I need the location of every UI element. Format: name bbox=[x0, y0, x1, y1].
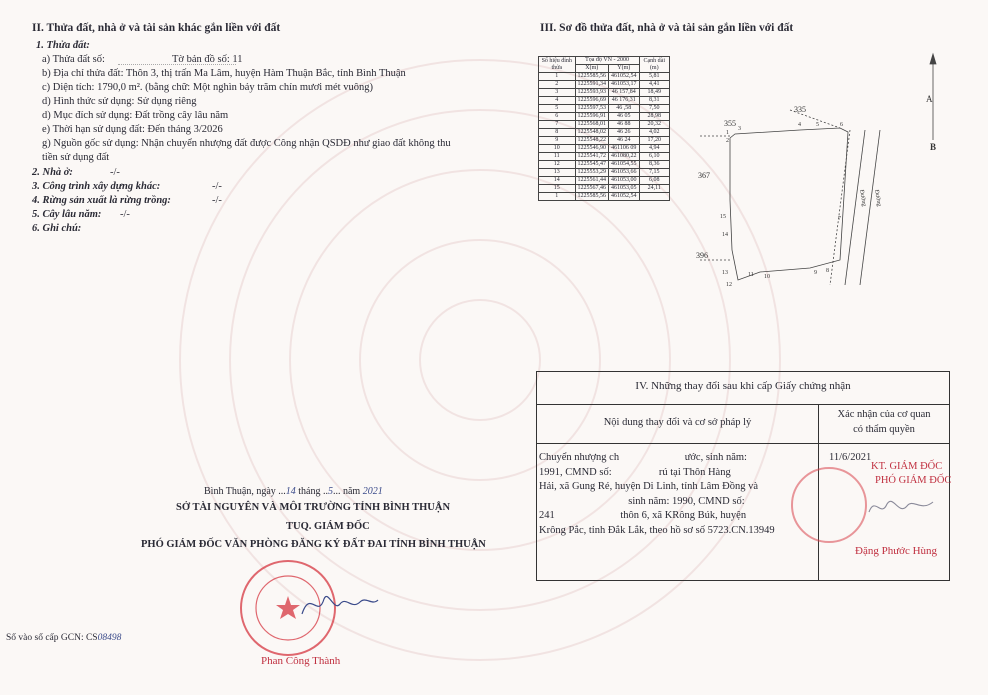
x-cell: 1225567,46 bbox=[575, 185, 609, 193]
deputy-title: PHÓ GIÁM ĐỐC bbox=[875, 475, 952, 486]
item6-label: 6. Ghi chú: bbox=[32, 223, 82, 234]
y-cell: 461053,05 bbox=[609, 185, 640, 193]
vertex-label: 11 bbox=[748, 272, 754, 278]
length-cell: 5,81 bbox=[639, 73, 669, 81]
length-cell: 28,98 bbox=[639, 113, 669, 121]
point-cell: 1 bbox=[539, 73, 576, 81]
vertex-label: 10 bbox=[764, 274, 770, 280]
x-cell: 1225561,44 bbox=[575, 177, 609, 185]
length-cell: 8,31 bbox=[639, 97, 669, 105]
table-row bbox=[539, 81, 670, 89]
vertex-label: 14 bbox=[722, 232, 728, 238]
registry-number: 08498 bbox=[97, 633, 122, 643]
kt-title: KT. GIÁM ĐỐC bbox=[871, 461, 943, 472]
point-cell: 13 bbox=[539, 169, 576, 177]
table-row bbox=[539, 145, 670, 153]
usage-form: d) Hình thức sử dụng: Sử dụng riêng bbox=[42, 96, 197, 107]
y-cell: 461052,54 bbox=[609, 73, 640, 81]
usage-origin-line1: g) Nguồn gốc sử dụng: Nhận chuyển nhượng đất được Công nhận QSDĐ như giao đất không thu bbox=[42, 138, 451, 149]
item2-label: 2. Nhà ở: bbox=[32, 167, 73, 178]
road-edge bbox=[845, 130, 865, 285]
table-row bbox=[539, 73, 670, 81]
parcel-label-396: 396 bbox=[696, 251, 708, 260]
x-cell: 1225553,29 bbox=[575, 169, 609, 177]
vertex-label: 5 bbox=[816, 122, 819, 128]
parcel-address: b) Địa chỉ thửa đất: Thôn 3, thị trấn Ma Lâm, huyện Hàm Thuận Bắc, tỉnh Bình Thuận bbox=[42, 68, 406, 79]
point-cell: 8 bbox=[539, 129, 576, 137]
x-cell: 1225597,53 bbox=[575, 105, 609, 113]
point-cell: 5 bbox=[539, 105, 576, 113]
department-name: SỞ TÀI NGUYÊN VÀ MÔI TRƯỜNG TỈNH BÌNH THUẬN bbox=[176, 502, 451, 513]
road-label: Đường bbox=[873, 189, 882, 207]
point-cell: 4 bbox=[539, 97, 576, 105]
item5-label: 5. Cây lâu năm: bbox=[32, 209, 102, 220]
section-iv-title: IV. Những thay đổi sau khi cấp Giấy chứng nhận bbox=[537, 372, 949, 405]
change-line: Hải, xã Gung Ré, huyện Di Linh, tỉnh Lâm Đồng và bbox=[539, 481, 759, 492]
length-cell: 4,41 bbox=[639, 81, 669, 89]
change-line: Krông Pắc, tỉnh Đắk Lắk, theo hồ sơ số 5723.CN.13949 bbox=[539, 524, 775, 536]
x-cell: 1225596,91 bbox=[575, 113, 609, 121]
date-year-prefix: ... năm bbox=[332, 486, 363, 497]
point-cell: 10 bbox=[539, 145, 576, 153]
parcel-number-label: a) Thửa đất số: bbox=[42, 54, 105, 65]
length-cell: 8,36 bbox=[639, 161, 669, 169]
x-cell: 1225548,02 bbox=[575, 129, 609, 137]
length-cell: 4,94 bbox=[639, 145, 669, 153]
point-cell: 11 bbox=[539, 153, 576, 161]
length-cell: 18,49 bbox=[639, 89, 669, 97]
sign-date bbox=[204, 485, 383, 499]
x-cell: 1225541,72 bbox=[575, 153, 609, 161]
y-cell: 461080,22 bbox=[609, 153, 640, 161]
header-x: X(m) bbox=[575, 65, 609, 73]
section-iv-header bbox=[537, 405, 949, 444]
header-y: Y(m) bbox=[609, 65, 640, 73]
y-cell: 46 24 bbox=[609, 137, 640, 145]
y-cell: 46 176,31 bbox=[609, 97, 640, 105]
item4-label: 4. Rừng sản xuất là rừng trồng: bbox=[32, 195, 171, 206]
length-cell: 17,20 bbox=[639, 137, 669, 145]
item5-value: -/- bbox=[120, 209, 130, 220]
y-cell: 461106 09 bbox=[609, 145, 640, 153]
table-row bbox=[539, 161, 670, 169]
table-row bbox=[539, 89, 670, 97]
registry-entry bbox=[6, 631, 121, 645]
point-cell: 2 bbox=[539, 81, 576, 89]
signature-right bbox=[867, 492, 937, 522]
vertex-label: 3 bbox=[738, 126, 741, 132]
usage-term: e) Thời hạn sử dụng đất: Đến tháng 3/2026 bbox=[42, 124, 223, 135]
item1-title: 1. Thửa đất: bbox=[36, 40, 90, 51]
x-cell: 1225545,47 bbox=[575, 161, 609, 169]
vertex-label: 9 bbox=[814, 270, 817, 276]
usage-origin-line2: tiền sử dụng đất bbox=[42, 152, 110, 163]
table-row bbox=[539, 193, 670, 201]
date-month: 5 bbox=[327, 486, 333, 497]
table-row bbox=[539, 129, 670, 137]
road-edge bbox=[860, 130, 880, 285]
item3-label: 3. Công trình xây dựng khác: bbox=[32, 181, 161, 192]
col1-header: Nội dung thay đổi và cơ sở pháp lý bbox=[603, 417, 752, 428]
parcel-sketch bbox=[690, 50, 950, 300]
header-length: Cạnh dài (m) bbox=[639, 57, 669, 73]
point-cell: 6 bbox=[539, 113, 576, 121]
length-cell: 7,15 bbox=[639, 169, 669, 177]
parcel-boundary bbox=[730, 128, 848, 280]
change-line: sinh năm: 1990, CMND số: bbox=[539, 495, 745, 507]
point-cell: 3 bbox=[539, 89, 576, 97]
x-cell: 1225585,56 bbox=[575, 193, 609, 201]
section-iv-signer: Đặng Phước Hùng bbox=[855, 545, 938, 557]
compass-a: A bbox=[926, 94, 933, 104]
length-cell bbox=[639, 193, 669, 201]
item3-value: -/- bbox=[212, 181, 222, 192]
section-ii-title: II. Thửa đất, nhà ở và tài sản khác gắn liền với đất bbox=[32, 22, 281, 34]
registry-label: Số vào sổ cấp GCN: CS bbox=[6, 633, 98, 643]
vertex-label: 13 bbox=[722, 270, 728, 276]
point-cell: 9 bbox=[539, 137, 576, 145]
y-cell: 46 88 bbox=[609, 121, 640, 129]
signature-left bbox=[300, 584, 380, 624]
x-cell: 1225593,93 bbox=[575, 89, 609, 97]
vertex-label: 4 bbox=[798, 122, 801, 128]
y-cell: 461054,55 bbox=[609, 161, 640, 169]
signer-position: PHÓ GIÁM ĐỐC VĂN PHÒNG ĐĂNG KÝ ĐẤT ĐAI TỈNH BÌNH THUẬN bbox=[141, 539, 486, 550]
vertex-label: 12 bbox=[726, 282, 732, 288]
table-row bbox=[539, 153, 670, 161]
x-cell: 1225568,01 bbox=[575, 121, 609, 129]
vertex-label: 8 bbox=[826, 268, 829, 274]
point-cell: 12 bbox=[539, 161, 576, 169]
change-line: 241 thôn 6, xã KRông Búk, huyện bbox=[539, 510, 747, 521]
date-year: 2021 bbox=[362, 486, 383, 497]
coordinates-table bbox=[538, 56, 670, 201]
vertex-label: 7 bbox=[838, 216, 841, 222]
vertex-label: 1 bbox=[726, 130, 729, 136]
x-cell: 1225591,34 bbox=[575, 81, 609, 89]
change-content bbox=[539, 451, 811, 538]
x-cell: 1225596,69 bbox=[575, 97, 609, 105]
length-cell: 7,50 bbox=[639, 105, 669, 113]
point-cell: 1 bbox=[539, 193, 576, 201]
table-header-row bbox=[539, 57, 670, 65]
change-line: 1991, CMND số: rú tại Thôn Hàng bbox=[539, 466, 731, 478]
road-label: Đường bbox=[858, 189, 867, 207]
point-cell: 15 bbox=[539, 185, 576, 193]
confirm-date: 11/6/2021 bbox=[829, 452, 872, 463]
section-iv-stamp bbox=[791, 467, 867, 543]
x-cell: 1225548,22 bbox=[575, 137, 609, 145]
y-cell: 46 05 bbox=[609, 113, 640, 121]
date-mid: tháng .. bbox=[295, 486, 328, 497]
map-sheet-number: Tờ bản đồ số: 11 bbox=[172, 54, 243, 65]
date-day: 14 bbox=[285, 486, 296, 497]
y-cell: 461053,00 bbox=[609, 177, 640, 185]
usage-purpose: d) Mục đích sử dụng: Đất trồng cây lâu năm bbox=[42, 110, 229, 121]
vertex-label: 2 bbox=[726, 138, 729, 144]
table-row bbox=[539, 97, 670, 105]
compass-b: B bbox=[930, 142, 937, 152]
section-iii-title: III. Sơ đồ thửa đất, nhà ở và tài sản gắn liền với đất bbox=[540, 22, 794, 34]
y-cell: 461052,54 bbox=[609, 193, 640, 201]
item4-value: -/- bbox=[212, 195, 222, 206]
x-cell: 1225546,90 bbox=[575, 145, 609, 153]
y-cell: 46 26 bbox=[609, 129, 640, 137]
change-line: Chuyển nhượng ch ước, sinh năm: bbox=[539, 452, 747, 463]
table-row bbox=[539, 169, 670, 177]
parcel-area: c) Diện tích: 1790,0 m². (bằng chữ: Một nghìn bảy trăm chín mươi mét vuông) bbox=[42, 82, 373, 93]
length-cell: 4,02 bbox=[639, 129, 669, 137]
parcel-label-367: 367 bbox=[698, 171, 710, 180]
parcel-label-335: 335 bbox=[794, 105, 806, 114]
col2-header-line1: Xác nhận của cơ quan bbox=[837, 409, 931, 420]
y-cell: 461053,17 bbox=[609, 81, 640, 89]
col2-header-line2: có thẩm quyền bbox=[853, 424, 915, 435]
table-row bbox=[539, 121, 670, 129]
tuq-title: TUQ. GIÁM ĐỐC bbox=[286, 521, 370, 532]
y-cell: 461053,66 bbox=[609, 169, 640, 177]
item2-value: -/- bbox=[110, 167, 120, 178]
header-system: Tọa độ VN - 2000 bbox=[575, 57, 639, 65]
date-prefix: Bình Thuận, ngày ... bbox=[204, 486, 286, 497]
length-cell: 6,10 bbox=[639, 153, 669, 161]
header-point: Số hiệu đỉnh thửa bbox=[539, 57, 576, 73]
parcel-label-355: 355 bbox=[724, 119, 736, 128]
table-row bbox=[539, 177, 670, 185]
y-cell: 46 157,84 bbox=[609, 89, 640, 97]
vertex-label: 6 bbox=[840, 122, 843, 128]
table-row bbox=[539, 185, 670, 193]
x-cell: 1225585,56 bbox=[575, 73, 609, 81]
length-cell: 20,32 bbox=[639, 121, 669, 129]
north-arrow-head bbox=[930, 54, 936, 64]
table-row bbox=[539, 113, 670, 121]
length-cell: 24,11 bbox=[639, 185, 669, 193]
y-cell: 46 ,58 bbox=[609, 105, 640, 113]
vertex-label: 15 bbox=[720, 214, 726, 220]
table-row bbox=[539, 105, 670, 113]
section-iv bbox=[536, 371, 950, 581]
length-cell: 6,08 bbox=[639, 177, 669, 185]
table-row bbox=[539, 137, 670, 145]
signer-name: Phan Công Thành bbox=[261, 655, 341, 667]
point-cell: 14 bbox=[539, 177, 576, 185]
point-cell: 7 bbox=[539, 121, 576, 129]
